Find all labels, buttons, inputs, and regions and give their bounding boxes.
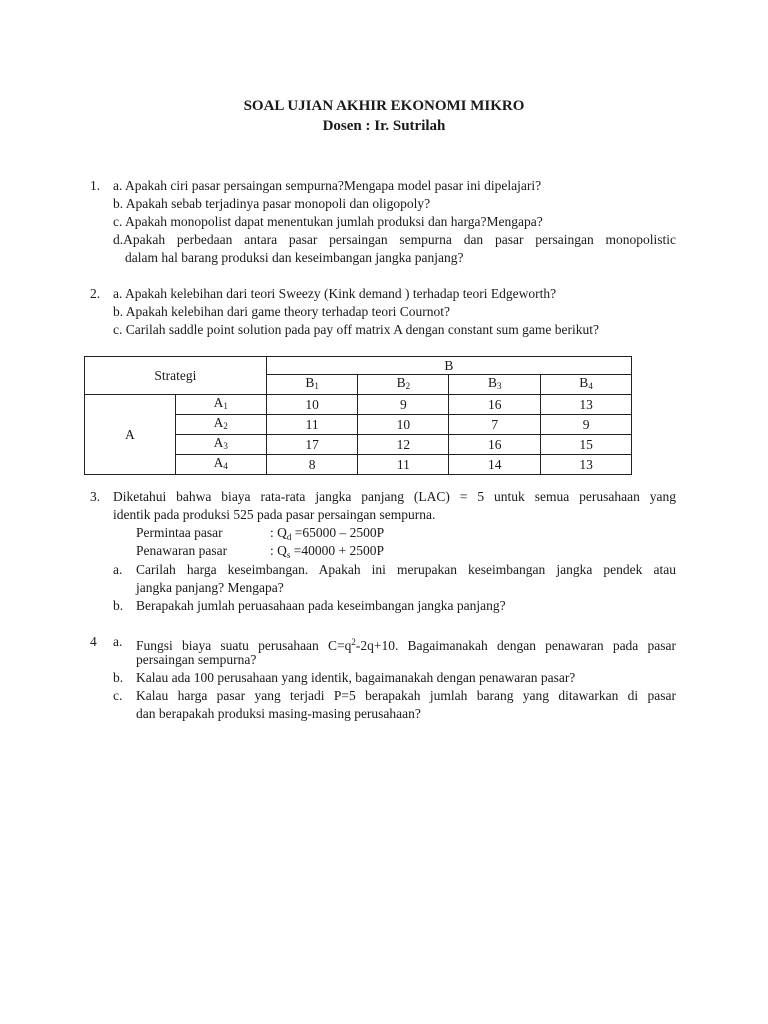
payoff-cell: 13 xyxy=(541,395,632,415)
question-part-c: c. Carilah saddle point solution pada pay off matrix A dengan constant sum game berikut? xyxy=(113,322,600,337)
supply-equation: : $Q_s =40000 + 2500P$ xyxy=(270,543,385,560)
question-number: 4 xyxy=(90,634,97,649)
question-part-a-cont: persaingan sempurna? xyxy=(136,652,257,667)
question-part-c: Kalau harga pasar yang terjadi P=5 berapakah jumlah barang yang ditawarkan di pasar xyxy=(136,688,676,703)
payoff-cell: 13 xyxy=(541,455,632,475)
payoff-cell: 16 xyxy=(449,395,541,415)
payoff-cell: 10 xyxy=(266,395,358,415)
question-part-a: a. Apakah kelebihan dari teori Sweezy (Kink demand ) terhadap teori Edgeworth? xyxy=(113,286,557,301)
question-part-d: d.Apakah perbedaan antara pasar persaingan sempurna dan pasar persaingan monopolistic xyxy=(113,232,676,247)
b-strategy-header: $B_1$ xyxy=(266,375,358,395)
payoff-cell: 15 xyxy=(541,435,632,455)
demand-label: Permintaa pasar xyxy=(136,525,223,540)
payoff-cell: 16 xyxy=(449,435,541,455)
question-number: 3. xyxy=(90,489,101,504)
a-strategy-header: $A_3$ xyxy=(175,435,266,455)
a-strategy-header: $A_1$ xyxy=(175,395,266,415)
b-strategy-header: $B_4$ xyxy=(541,375,632,395)
question-part-a: Carilah harga keseimbangan. Apakah ini merupakan keseimbangan jangka pendek atau xyxy=(136,562,676,577)
question-part-b: Kalau ada 100 perusahaan yang identik, bagaimanakah dengan penawaran pasar? xyxy=(136,670,576,685)
part-letter: a. xyxy=(113,634,123,649)
payoff-cell: 7 xyxy=(449,415,541,435)
payoff-cell: 11 xyxy=(266,415,358,435)
question-intro-cont: identik pada produksi 525 pada pasar persaingan sempurna. xyxy=(113,507,436,522)
player-b-header: B xyxy=(266,357,631,375)
question-part-c-cont: dan berapakah produksi masing-masing perusahaan? xyxy=(136,706,421,721)
part-letter: a. xyxy=(113,562,123,577)
supply-label: Penawaran pasar xyxy=(136,543,228,558)
demand-equation: : $Q_d =65000 - 2500P$ xyxy=(270,525,385,542)
lecturer-line: Dosen : Ir. Sutrilah xyxy=(322,118,446,134)
question-part-b: b. Apakah kelebihan dari game theory terhadap teori Cournot? xyxy=(113,304,451,319)
b-strategy-header: $B_2$ xyxy=(358,375,449,395)
question-part-c: c. Apakah monopolist dapat menentukan jumlah produksi dan harga?Mengapa? xyxy=(113,214,543,229)
part-letter: b. xyxy=(113,598,124,613)
a-strategy-header: $A_4$ xyxy=(175,455,266,475)
question-intro: Diketahui bahwa biaya rata-rata jangka panjang (LAC) = 5 untuk semua perusahaan yang xyxy=(113,489,676,504)
payoff-cell: 11 xyxy=(358,455,449,475)
question-part-a: a. Apakah ciri pasar persaingan sempurna?Mengapa model pasar ini dipelajari? xyxy=(113,178,542,193)
question-part-a-cont: jangka panjang? Mengapa? xyxy=(136,580,284,595)
part-letter: c. xyxy=(113,688,123,703)
b-strategy-header: $B_3$ xyxy=(449,375,541,395)
strategy-header: Strategi xyxy=(85,357,267,395)
question-part-a: Fungsi biaya suatu perusahaan $C=q^2-2q+10$. Bagaimanakah dengan penawaran pada pasar xyxy=(136,637,676,653)
player-a-header: A xyxy=(85,395,176,475)
question-part-b: Berapakah jumlah peruasahaan pada keseimbangan jangka panjang? xyxy=(136,598,506,613)
payoff-cell: 10 xyxy=(358,415,449,435)
question-part-b: b. Apakah sebab terjadinya pasar monopoli dan oligopoly? xyxy=(113,196,431,211)
question-part-d-cont: dalam hal barang produksi dan keseimbangan jangka panjang? xyxy=(125,250,464,265)
table-row xyxy=(85,395,632,415)
exam-title: SOAL UJIAN AKHIR EKONOMI MIKRO xyxy=(243,98,525,114)
payoff-cell: 14 xyxy=(449,455,541,475)
a-strategy-header: $A_2$ xyxy=(175,415,266,435)
payoff-cell: 9 xyxy=(358,395,449,415)
payoff-matrix-table xyxy=(84,356,632,475)
question-number: 2. xyxy=(90,286,101,301)
payoff-cell: 9 xyxy=(541,415,632,435)
payoff-cell: 17 xyxy=(266,435,358,455)
payoff-cell: 12 xyxy=(358,435,449,455)
part-letter: b. xyxy=(113,670,124,685)
payoff-cell: 8 xyxy=(266,455,358,475)
question-number: 1. xyxy=(90,178,101,193)
